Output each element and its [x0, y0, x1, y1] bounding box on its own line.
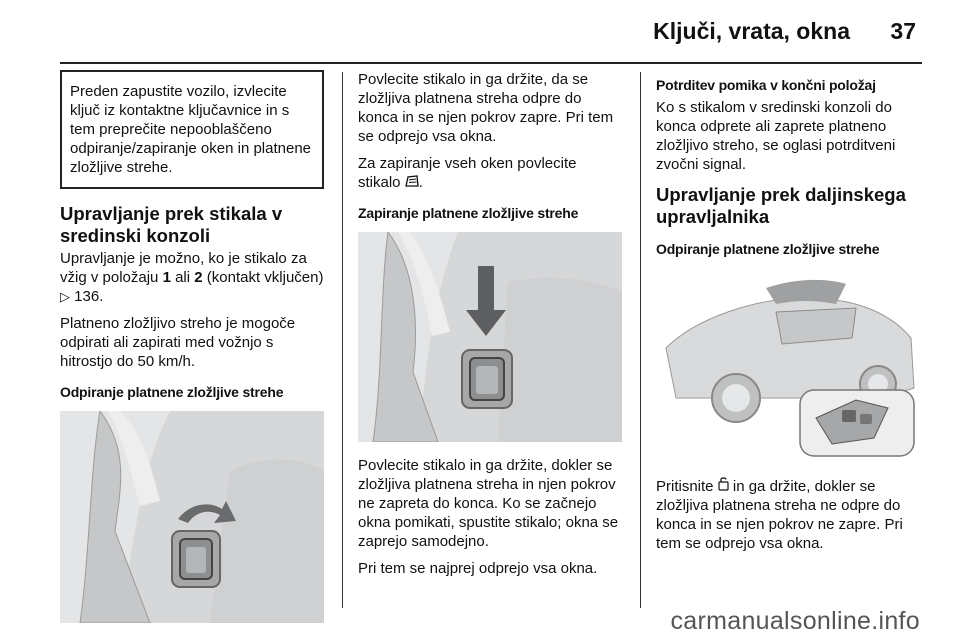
section-heading: Upravljanje prek daljinskega upravljalnika — [656, 184, 906, 227]
page-number: 37 — [890, 18, 916, 44]
section-heading: Upravljanje prek stikala v sredinski konzoli — [60, 203, 283, 246]
unlock-icon — [718, 476, 729, 496]
page-header — [0, 14, 960, 54]
column-3 — [656, 70, 920, 561]
figure-car-remote — [656, 268, 920, 460]
text-run: ali — [170, 269, 195, 286]
figure-console-switch-close — [358, 232, 622, 442]
paragraph: Ko s stikalom v sredinski konzoli do konca odprete ali zaprete platneno zložljivo streho, se oglasi potrditveni zvočni signal. — [656, 99, 896, 173]
warning-note: Preden zapustite vozilo, izvlecite ključ iz kontaktne ključavnice in s tem preprečite nepooblaščeno odpiranje/zapiranje oken in platnene zložljive strehe. — [60, 70, 324, 189]
column-2 — [358, 70, 622, 586]
column-1 — [60, 70, 324, 623]
paragraph: Povlecite stikalo in ga držite, dokler se zložljiva platnena streha in njen pokrov ne zapreta do konca. Ko se začnejo okna pomikati, spustite stikalo; okna se zaprejo samodejno. — [358, 457, 619, 550]
paragraph: Platneno zložljivo streho je mogoče odpirati ali zapirati med vožnjo s hitrostjo do 50 km/h. — [60, 315, 296, 370]
text-run: Za zapiranje vseh oken povlecite stikalo — [358, 155, 577, 191]
text-run: in ga držite, dokler se zložljiva platnena streha ne odpre do konca in se njen pokrov ne zapre. Pri tem se odprejo vsa okna. — [656, 478, 903, 552]
arrow-ref-icon: ▷ — [60, 289, 70, 304]
text-run: (kontakt vključen) — [202, 269, 324, 286]
bold-text: 1 — [162, 269, 171, 286]
console-switch-close-illustration — [358, 232, 622, 442]
column-divider — [640, 72, 641, 608]
subheading: Zapiranje platnene zložljive strehe — [358, 205, 579, 221]
subheading: Odpiranje platnene zložljive strehe — [60, 384, 284, 400]
text-run: . — [418, 174, 423, 191]
subheading: Odpiranje platnene zložljive strehe — [656, 241, 880, 257]
paragraph: Pri tem se najprej odprejo vsa okna. — [358, 560, 598, 577]
car-remote-illustration — [656, 268, 920, 460]
text-run: Upravljanje je možno, ko je stikalo za vžig v položaju — [60, 250, 307, 286]
window-switch-icon — [405, 173, 419, 192]
paragraph — [60, 249, 324, 306]
figure-console-switch-open — [60, 411, 324, 623]
page-reference-link[interactable]: 136. — [74, 288, 104, 305]
subheading: Potrditev pomika v končni položaj — [656, 77, 876, 93]
paragraph: Povlecite stikalo in ga držite, da se zložljiva platnena streha odpre do konca in se njen pokrov zapre. Pri tem se odprejo vsa okna. — [358, 71, 614, 145]
column-divider — [342, 72, 343, 608]
text-run: Pritisnite — [656, 478, 714, 495]
watermark: carmanualsonline.info — [670, 607, 920, 635]
bold-text: 2 — [194, 269, 203, 286]
paragraph — [656, 476, 920, 553]
console-switch-illustration — [60, 411, 324, 623]
paragraph — [358, 154, 622, 192]
page-title: Ključi, vrata, okna — [653, 18, 850, 44]
header-rule — [60, 62, 922, 64]
